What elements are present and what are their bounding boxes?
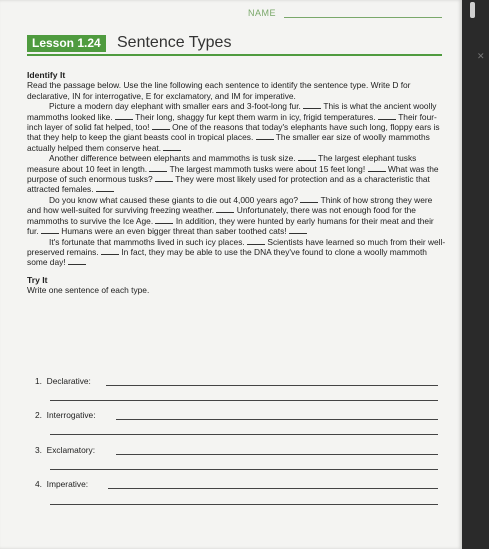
passage-paragraph-2 xyxy=(27,153,447,195)
passage-paragraph-3 xyxy=(27,195,447,237)
passage-sentence: Their four-inch layer of solid fat helped, too! xyxy=(27,111,437,133)
sentence-type-blank[interactable] xyxy=(163,143,181,151)
passage-sentence: The largest mammoth tusks were about 15 feet long! xyxy=(169,163,366,174)
name-field-line[interactable] xyxy=(284,17,442,18)
passage-sentence: It's fortunate that mammoths lived in such icy places. xyxy=(49,236,245,247)
answer-line-interrogative-2[interactable] xyxy=(50,434,438,435)
name-label: NAME xyxy=(248,8,277,18)
passage-sentence: They were most likely used for protection and as a characteristic that attracted females. xyxy=(27,174,430,195)
passage-sentence: This is what the ancient woolly mammoths looked like. xyxy=(27,101,437,122)
sentence-type-blank[interactable] xyxy=(149,164,167,172)
try-item-number: 2. xyxy=(35,410,42,420)
passage-sentence: In fact, they may be able to use the DNA they've found to clone a woolly mammoth some day! xyxy=(27,246,427,268)
sentence-type-blank[interactable] xyxy=(41,226,59,234)
try-it-instructions: Write one sentence of each type. xyxy=(27,285,150,296)
try-item-imperative xyxy=(35,479,88,489)
passage-sentence: Do you know what caused these giants to die out 4,000 years ago? xyxy=(49,194,299,205)
identify-instructions: Read the passage below. Use the line following each sentence to identify the sentence type. Write D for declarative, IN for interrogative, E for exclamatory, and IM for imperative. xyxy=(27,80,411,101)
answer-line-imperative[interactable] xyxy=(108,488,438,489)
passage-sentence: Their long, shaggy fur kept them warm in icy, frigid temperatures. xyxy=(135,111,376,122)
answer-line-interrogative[interactable] xyxy=(116,419,438,420)
try-it-heading: Try It xyxy=(27,274,48,285)
passage-sentence: Picture a modern day elephant with smaller ears and 3-foot-long fur. xyxy=(49,101,301,112)
try-item-exclamatory xyxy=(35,445,95,455)
sentence-type-blank[interactable] xyxy=(378,112,396,120)
try-item-label: Exclamatory: xyxy=(46,445,96,455)
answer-line-exclamatory[interactable] xyxy=(116,454,438,455)
page-title: Sentence Types xyxy=(117,34,232,51)
passage-sentence: The largest elephant tusks measure about 10 feet in length. xyxy=(27,153,417,174)
try-item-interrogative xyxy=(35,410,96,420)
passage-paragraph-1 xyxy=(27,101,447,153)
passage-sentence: Humans were an even bigger threat than saber toothed cats! xyxy=(61,226,287,237)
close-icon[interactable]: ✕ xyxy=(477,52,485,62)
sentence-type-blank[interactable] xyxy=(115,112,133,120)
sentence-type-blank[interactable] xyxy=(68,257,86,265)
try-item-declarative xyxy=(35,376,91,386)
try-item-label: Interrogative: xyxy=(46,410,96,420)
passage-paragraph-4 xyxy=(27,237,447,268)
answer-line-exclamatory-2[interactable] xyxy=(50,469,438,470)
passage-sentence: Another difference between elephants and mammoths is tusk size. xyxy=(49,153,296,164)
try-item-label: Imperative: xyxy=(46,479,89,489)
viewer-side-panel xyxy=(462,0,489,549)
sentence-type-blank[interactable] xyxy=(96,184,114,192)
sentence-type-blank[interactable] xyxy=(155,174,173,182)
sentence-type-blank[interactable] xyxy=(368,164,386,172)
passage-sentence: One of the reasons that today's elephants have such long, floppy ears is that they help to keep the giant beasts cool in tropical places. xyxy=(27,122,440,143)
scrollbar-thumb[interactable] xyxy=(470,2,475,18)
title-divider xyxy=(27,54,442,56)
try-item-number: 1. xyxy=(35,376,42,386)
sentence-type-blank[interactable] xyxy=(298,153,316,161)
try-item-number: 3. xyxy=(35,445,42,455)
identify-section xyxy=(27,70,447,296)
try-item-label: Declarative: xyxy=(46,376,91,386)
passage-sentence: Scientists have learned so much from their well-preserved remains. xyxy=(27,236,446,257)
try-item-number: 4. xyxy=(35,479,42,489)
identify-heading: Identify It xyxy=(27,70,66,80)
lesson-badge: Lesson 1.24 xyxy=(27,35,106,52)
sentence-type-blank[interactable] xyxy=(303,101,321,109)
sentence-type-blank[interactable] xyxy=(247,237,265,245)
sentence-type-blank[interactable] xyxy=(152,122,170,130)
sentence-type-blank[interactable] xyxy=(256,132,274,140)
sentence-type-blank[interactable] xyxy=(300,195,318,203)
passage-sentence: What was the purpose of such enormous tusks? xyxy=(27,163,439,185)
answer-line-declarative-2[interactable] xyxy=(50,400,438,401)
sentence-type-blank[interactable] xyxy=(155,216,173,224)
answer-line-imperative-2[interactable] xyxy=(50,504,438,505)
passage-sentence: Think of how strong they were and how well-suited for surviving freezing weather. xyxy=(27,194,433,216)
passage-sentence: In addition, they were hunted by early humans for their meat and their fur. xyxy=(27,215,434,237)
passage-sentence: The smaller ear size of woolly mammoths actually helped them conserve heat. xyxy=(27,132,430,153)
sentence-type-blank[interactable] xyxy=(216,205,234,213)
sentence-type-blank[interactable] xyxy=(101,247,119,255)
passage-sentence: Unfortunately, there was not enough food for the mammoths to survive the Ice Age. xyxy=(27,205,416,226)
answer-line-declarative[interactable] xyxy=(106,385,438,386)
sentence-type-blank[interactable] xyxy=(289,226,307,234)
